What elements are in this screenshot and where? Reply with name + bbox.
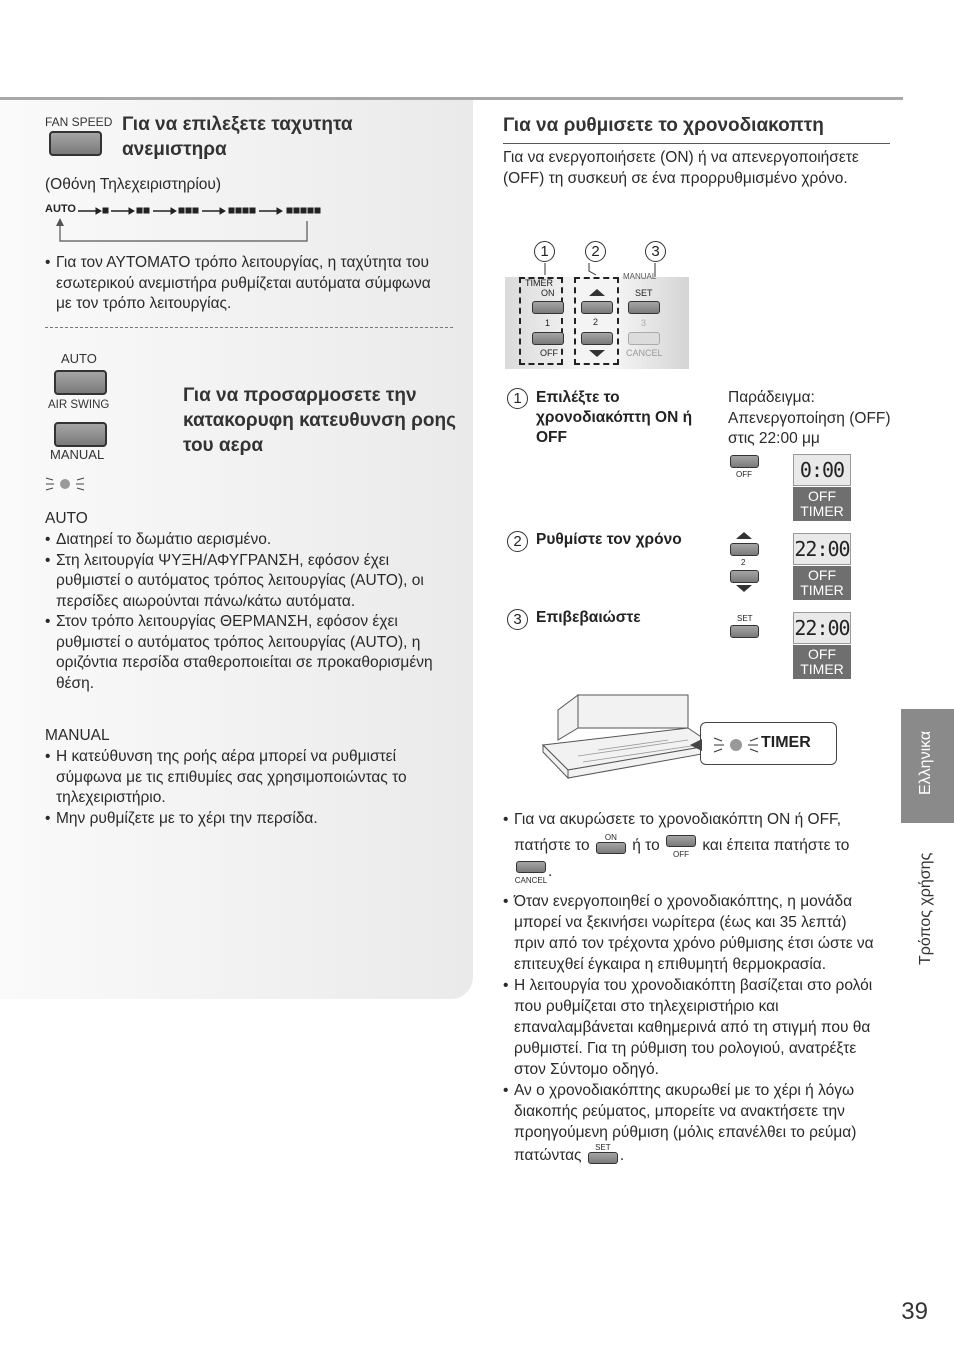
step1-text: Επιλέξτε το χρονοδιακόπτη ON ή OFF [536,389,693,446]
note-cancel [503,807,878,885]
swing-down-button[interactable] [54,422,107,447]
lcd3-off-timer-tag [793,645,851,679]
fan-speed-label: FAN SPEED [45,115,113,129]
step2-number: 2 [507,531,528,552]
note1-text-b: ή το [632,837,660,855]
indicator-pointer [690,738,702,752]
fan-title: Για να επιλεξετε ταχυτητα ανεμιστηρα [122,114,353,160]
note4-end: . [619,1147,625,1165]
step2-down-arrow-icon [736,585,752,592]
auto-bullet: • Στη λειτουργία ΨΥΞΗ/ΑΦΥΓΡΑΝΣΗ, εφόσον έχει ρυθμιστεί ο αυτόματος τρόπος λειτουργίας (AUTO), οι περσίδες αιωρούνται πάνω/κάτω αυτόματα. [45,551,455,613]
timer-indicator-label: TIMER [761,734,811,751]
step3-set-label: SET [737,614,753,623]
remote-panel [505,272,689,369]
timer-notes [503,807,878,1169]
inline-off-button [664,833,698,859]
timer-indicator-box [700,722,837,765]
auto-bullets [45,530,455,694]
fan-speed-sequence [45,203,335,245]
note-restore [503,1080,878,1169]
timer-title: Για να ρυθμισετε το χρονοδιακοπτη [503,115,824,136]
remote-set-label: SET [635,288,653,298]
lcd3-time: 22:00 [794,616,850,640]
step2-two-label: 2 [741,558,746,567]
step1-off-button[interactable] [730,455,759,468]
note1-text-c: και έπειτα πατήστε το [702,837,850,855]
section-tab[interactable] [901,823,954,987]
inline-set-label: SET [595,1143,611,1153]
screen-note: (Οθόνη Τηλεχειριστηρίου) [45,176,222,193]
step2-down-button[interactable] [730,570,759,583]
time-down-button[interactable] [581,332,613,345]
inline-off-label: OFF [673,850,689,859]
inline-on-label: ON [604,833,617,842]
inline-on-button [594,833,628,859]
swing-title: Για να προσαρμοσετε την κατακορυφη κατευθυνση ροης του αερα [183,385,456,456]
inline-cancel-button [514,859,548,885]
timer-off-button[interactable] [532,332,564,345]
lcd-display-1 [793,454,851,486]
step2-up-button[interactable] [730,543,759,556]
manual-bullets [45,747,455,829]
sequence-auto: AUTO [45,203,76,215]
inline-cancel-label: CANCEL [514,876,548,886]
manual-bullet: • Μην ρυθμίζετε με το χέρι την περσίδα. [45,809,455,830]
timer-title-rule [503,143,890,144]
step3-text: Επιβεβαιώστε [536,609,641,626]
sequence-diagram [45,203,335,245]
lcd1-tag-off: OFF [808,488,836,504]
inline-set-button [586,1143,620,1169]
note1-text-a: Για να ακυρώσετε το χρονοδιακόπτη ON ή OFF, πατήστε το [514,811,842,855]
step1-number: 1 [507,388,528,409]
step3-number: 3 [507,609,528,630]
language-tab[interactable] [901,709,954,823]
swing-manual-label: MANUAL [50,447,105,462]
remote-cancel-button[interactable] [628,332,660,345]
lcd2-off-timer-tag [793,566,851,600]
lcd1-tag-timer: TIMER [800,503,844,519]
note-clock: • Η λειτουργία του χρονοδιακόπτη βασίζεται στο ρολόι που ρυθμίζεται στο τηλεχειριστήριο και επαναλαμβάνεται καθημερινά από τη στιγμή που θα ρυθμιστεί. Για τη ρύθμιση του ρολογιού, ανατρέξτε στον Σύντομο οδηγό. [503,975,878,1080]
blink-indicator-icon [44,472,88,496]
step1-off-label: OFF [736,470,752,479]
lcd1-time: 0:00 [799,458,845,482]
remote-timer-label: TIMER [525,278,553,288]
step-marker-3: 3 [645,241,666,262]
down-arrow-icon [589,350,605,357]
remote-set-button[interactable] [628,301,660,314]
lcd2-time: 22:00 [794,537,850,561]
remote-two-label: 2 [593,317,599,327]
manual-heading: MANUAL [45,727,110,744]
lcd3-tag-off: OFF [808,646,836,662]
up-arrow-icon [589,289,605,296]
section-tab-label: Τρόπος χρήσης [917,852,934,965]
lcd2-tag-timer: TIMER [800,582,844,598]
time-up-button[interactable] [581,301,613,314]
step-marker-2: 2 [585,241,606,262]
timer-lamp-icon [711,733,761,757]
auto-heading: AUTO [45,510,88,527]
note-early-start: • Όταν ενεργοποιηθεί ο χρονοδιακόπτης, η μονάδα μπορεί να ξεκινήσει νωρίτερα (έως και 35 λεπτά) πριν από τον τρέχοντα χρόνο ρύθμισης έτσι ώστε να επιτευχθεί έγκαιρα η επιθυμητή θερμοκρασία. [503,891,878,975]
language-tab-label: Ελληνικα [917,730,934,795]
note4-text: Αν ο χρονοδιακόπτης ακυρωθεί με το χέρι ή λόγω διακοπής ρεύματος, μπορείτε να ανακτήσετε την προηγούμενη ρύθμιση (μόλις επανέλθει το ρεύμα) πατώντας [514,1082,857,1165]
step2-text: Ρυθμίστε τον χρόνο [536,531,682,548]
page-number: 39 [901,1298,928,1325]
timer-on-button[interactable] [532,301,564,314]
swing-auto-label: AUTO [61,351,97,366]
air-swing-label: AIR SWING [48,399,110,411]
auto-bullet: • Στον τρόπο λειτουργίας ΘΕΡΜΑΝΣΗ, εφόσον έχει ρυθμιστεί ο αυτόματος τρόπος λειτουργίας (AUTO), η οριζόντια περσίδα σταθεροποιείται σε προκαθορισμένη θέση. [45,612,455,694]
remote-top-cut: MANUAL [623,272,657,281]
section-divider [45,327,453,328]
lcd-display-3 [793,612,851,644]
step-marker-1: 1 [534,241,555,262]
swing-up-button[interactable] [54,370,107,395]
example-text: Παράδειγμα: Απενεργοποίηση (OFF) στις 22:00 μμ [728,389,891,447]
remote-three-label: 3 [641,318,647,328]
note1-text-d: . [548,863,553,881]
remote-one-label: 1 [545,318,551,328]
timer-intro: Για να ενεργοποιήσετε (ON) ή να απενεργοποιήσετε (OFF) τη συσκευή σε ένα προρρυθμισμένο χρόνο. [503,149,859,187]
fan-speed-button[interactable] [49,131,102,156]
remote-on-label: ON [541,288,555,298]
lcd-display-2 [793,533,851,565]
fan-bullet: • Για τον ΑΥΤΟΜΑΤΟ τρόπο λειτουργίας, η ταχύτητα του εσωτερικού ανεμιστήρα ρυθμίζεται αυτόματα σύμφωνα με τον τρόπο λειτουργίας. [45,253,450,315]
step2-up-arrow-icon [736,532,752,539]
remote-cancel-label: CANCEL [626,348,663,358]
step3-set-button[interactable] [730,625,759,638]
auto-bullet: • Διατηρεί το δωμάτιο αερισμένο. [45,530,455,551]
manual-bullet: • Η κατεύθυνση της ροής αέρα μπορεί να ρυθμιστεί σύμφωνα με τις επιθυμίες σας χρησιμοποιώντας το τηλεχειριστήριο. [45,747,455,809]
remote-off-label: OFF [540,348,558,358]
lcd1-off-timer-tag [793,487,851,521]
lcd3-tag-timer: TIMER [800,661,844,677]
lcd2-tag-off: OFF [808,567,836,583]
